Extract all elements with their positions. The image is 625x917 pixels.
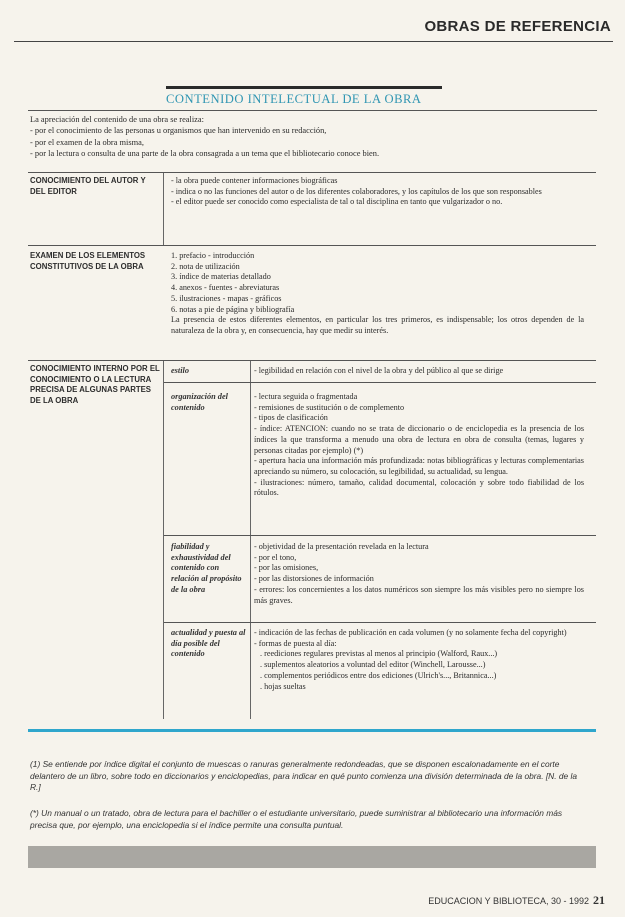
- text-line: - la obra puede contener informaciones biográficas: [171, 176, 338, 185]
- page-footer: [428, 893, 605, 908]
- text-line: - índice: ATENCION: cuando no se trata de diccionario o de enciclopedia es la presencia de los índices la que transforma a menudo una obra de lectura en obra de consulta (temas, lugares y personas citadas por ejemplo) (*): [254, 424, 584, 455]
- text-line: - errores: los concernientes a los datos numéricos son siempre los más visibles pero no siempre los más graves.: [254, 584, 584, 605]
- intro-line: - por el examen de la obra misma,: [30, 137, 144, 147]
- text-line: - tipos de clasificación: [254, 413, 328, 423]
- text-line: 1. prefacio - introducción: [171, 251, 255, 260]
- text-line: - indica o no las funciones del autor o de los diferentes colaboradores, y los capítulos de los que son responsables: [171, 186, 542, 196]
- intro-text: [30, 114, 590, 160]
- text-line: . complementos periódicos entre dos ediciones (Ulrich's..., Britannica...): [260, 670, 497, 680]
- row-divider: [28, 245, 596, 246]
- text-line: 6. notas a pie de página y bibliografía: [171, 304, 295, 314]
- text-line: - legibilidad en relación con el nivel de la obra y del público al que se dirige: [254, 366, 504, 375]
- footnote-1: (1) Se entiende por índice digital el conjunto de muescas o ranuras generalmente redondeadas, que se disponen escalonadamente en el corte delantero de un libro, sobre todo en diccionarios y enciclopedias, para indicar en qué punto comienza una división determinada de la obra. [N. de la R.]: [30, 759, 578, 792]
- text-line: - ilustraciones: número, tamaño, calidad documental, colocación y sobre todo fiabilidad de los rótulos.: [254, 477, 584, 498]
- text-line: 3. índice de materias detallado: [171, 272, 271, 282]
- text-line: - por el tono,: [254, 552, 297, 562]
- text-line: - remisiones de sustitución o de complemento: [254, 402, 405, 412]
- sub-divider: [164, 382, 596, 383]
- text-line: - formas de puesta al día:: [254, 638, 337, 648]
- text-line: - el editor puede ser conocido como especialista de tal o tal disciplina en tanto que vulgarizador o no.: [171, 197, 503, 207]
- text-line: 2. nota de utilización: [171, 261, 240, 271]
- text-line: - por las distorsiones de información: [254, 574, 374, 584]
- row-label-examen: EXAMEN DE LOS ELEMENTOS CONSTITUTIVOS DE LA OBRA: [30, 251, 146, 271]
- page-number: 21: [593, 893, 605, 907]
- sub-text-estilo: [254, 366, 584, 377]
- footnote-2: (*) Un manual o un tratado, obra de lectura para el bachiller o el estudiante universitario, puede suministrar al bibliotecario una información más precisa que, por ejemplo, una enciclopedia si el índice permite una consulta puntual.: [30, 808, 563, 830]
- journal-name: EDUCACION Y BIBLIOTECA, 30 - 1992: [428, 896, 589, 906]
- row-divider: [28, 360, 596, 361]
- title-bar: [166, 86, 442, 89]
- text-line: 4. anexos - fuentes - abreviaturas: [171, 283, 280, 293]
- section-title: OBRAS DE REFERENCIA: [424, 18, 611, 35]
- title-underline: [28, 110, 597, 111]
- column-divider: [250, 361, 251, 719]
- text-line: La presencia de estos diferentes elementos, en particular los tres primeros, es indispensable; los otros dependen de la naturaleza de la obra y, en consecuencia, hay que medir su interés.: [171, 315, 584, 335]
- row-label-conocimiento: CONOCIMIENTO INTERNO POR EL CONOCIMIENTO O LA LECTURA PRECISA DE ALGUNAS PARTES DE LA OBRA: [30, 364, 160, 405]
- text-line: . reediciones regulares previstas al menos al principio (Walford, Raux...): [260, 649, 498, 659]
- text-line: - objetividad de la presentación revelada en la lectura: [254, 542, 429, 551]
- sub-label-actualidad: actualidad y puesta al día posible del contenido: [171, 628, 246, 659]
- sub-divider: [164, 535, 596, 536]
- row-text-examen: [171, 251, 584, 337]
- text-line: - por las omisiones,: [254, 563, 319, 573]
- intro-line: - por el conocimiento de las personas u organismos que han intervenido en su redacción,: [30, 126, 327, 136]
- sub-label-organizacion: organización del contenido: [171, 392, 228, 412]
- column-divider: [163, 361, 164, 719]
- text-line: 5. ilustraciones - mapas - gráficos: [171, 293, 282, 303]
- blue-rule: [28, 729, 596, 732]
- page-title: CONTENIDO INTELECTUAL DE LA OBRA: [166, 92, 422, 106]
- sub-text-fiabilidad: [254, 542, 584, 606]
- intro-line: La apreciación del contenido de una obra se realiza:: [30, 115, 204, 124]
- sub-divider: [164, 622, 596, 623]
- column-divider: [163, 173, 164, 245]
- sub-label-estilo: estilo: [171, 366, 189, 375]
- sub-label-fiabilidad: fiabilidad y exhaustividad del contenido con relación al propósito de la obra: [171, 542, 242, 594]
- text-line: - indicación de las fechas de publicación en cada volumen (y no solamente fecha del copyright): [254, 628, 567, 637]
- sub-text-organizacion: [254, 392, 584, 499]
- text-line: - lectura seguida o fragmentada: [254, 392, 358, 401]
- sub-text-actualidad: [254, 628, 584, 692]
- text-line: - apertura hacia una información más profundizada: notas bibliográficas y lecturas complementarias apreciando su número, su colocación, su legibilidad, su actualidad, su lengua.: [254, 456, 584, 476]
- header-rule: [14, 41, 613, 42]
- text-line: . suplementos aleatorios a voluntad del editor (Winchell, Larousse...): [260, 660, 486, 670]
- row-divider: [28, 172, 596, 173]
- text-line: . hojas sueltas: [260, 681, 306, 691]
- intro-line: - por la lectura o consulta de una parte de la obra consagrada a un tema que el bibliotecario conoce bien.: [30, 149, 380, 159]
- row-text-autor: [171, 176, 584, 208]
- row-label-autor: CONOCIMIENTO DEL AUTOR Y DEL EDITOR: [30, 176, 146, 196]
- gray-band: [28, 846, 596, 868]
